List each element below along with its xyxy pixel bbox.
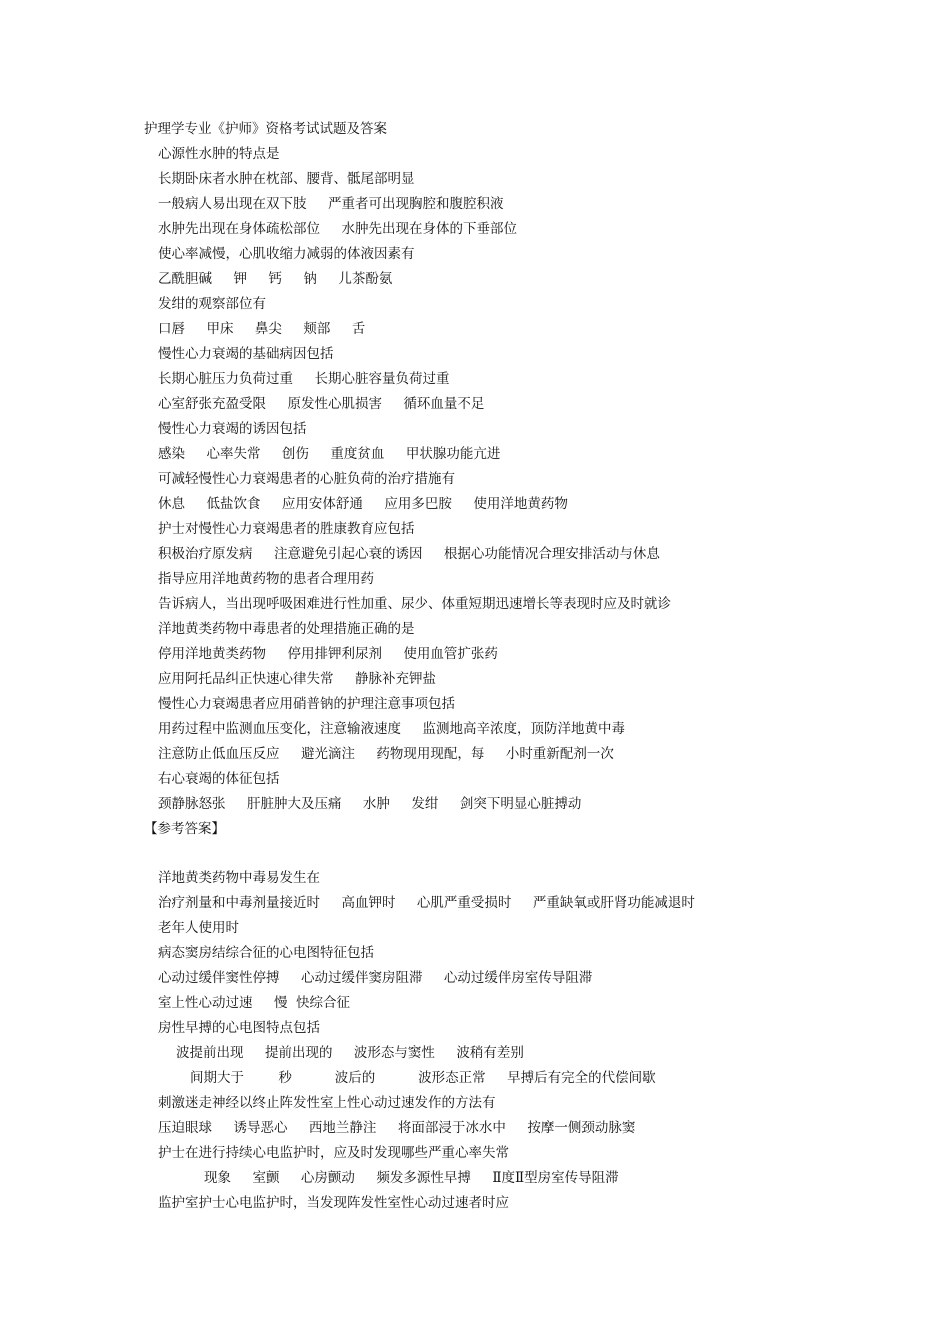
question-line: 右心衰竭的体征包括	[158, 771, 280, 787]
option-line: 应用阿托品纠正快速心律失常 静脉补充钾盐	[158, 671, 436, 687]
option-line: 感染 心率失常 创伤 重度贫血 甲状腺功能亢进	[158, 446, 501, 462]
question-line: 可减轻慢性心力衰竭患者的心脏负荷的治疗措施有	[158, 471, 455, 487]
option-line: 间期大于 秒 波后的 波形态正常 早搏后有完全的代偿间歇	[190, 1070, 656, 1086]
option-line: 心室舒张充盈受限 原发性心肌损害 循环血量不足	[158, 396, 485, 412]
option-line: 长期心脏压力负荷过重 长期心脏容量负荷过重	[158, 371, 450, 387]
question-line: 慢性心力衰竭的基础病因包括	[158, 346, 334, 362]
question-line: 洋地黄类药物中毒易发生在	[158, 870, 320, 886]
document-title: 护理学专业《护师》资格考试试题及答案	[144, 121, 387, 137]
option-line: 口唇 甲床 鼻尖 颊部 舌	[158, 321, 366, 337]
option-line: 休息 低盐饮食 应用安体舒通 应用多巴胺 使用洋地黄药物	[158, 496, 568, 512]
option-line: 积极治疗原发病 注意避免引起心衰的诱因 根据心功能情况合理安排活动与休息	[158, 546, 660, 562]
option-line: 水肿先出现在身体疏松部位 水肿先出现在身体的下垂部位	[158, 221, 517, 237]
option-line: 长期卧床者水肿在枕部、腰背、骶尾部明显	[158, 171, 415, 187]
question-line: 护士对慢性心力衰竭患者的胜康教育应包括	[158, 521, 415, 537]
option-line: 现象 室颤 心房颤动 频发多源性早搏 Ⅱ度Ⅱ型房室传导阻滞	[204, 1170, 619, 1186]
question-line: 慢性心力衰竭的诱因包括	[158, 421, 307, 437]
question-line: 刺激迷走神经以终止阵发性室上性心动过速发作的方法有	[158, 1095, 496, 1111]
option-line: 波提前出现 提前出现的 波形态与窦性 波稍有差别	[176, 1045, 524, 1061]
option-line: 治疗剂量和中毒剂量接近时 高血钾时 心肌严重受损时 严重缺氧或肝肾功能减退时	[158, 895, 695, 911]
option-line: 乙酰胆碱 钾 钙 钠 儿茶酚氨	[158, 271, 393, 287]
option-line: 颈静脉怒张 肝脏肿大及压痛 水肿 发绀 剑突下明显心脏搏动	[158, 796, 582, 812]
option-line: 停用洋地黄类药物 停用排钾利尿剂 使用血管扩张药	[158, 646, 498, 662]
question-line: 护士在进行持续心电监护时，应及时发现哪些严重心率失常	[158, 1145, 509, 1161]
option-line: 老年人使用时	[158, 920, 239, 936]
option-line: 用药过程中监测血压变化，注意输液速度 监测地高辛浓度，顶防洋地黄中毒	[158, 721, 625, 737]
question-line: 慢性心力衰竭患者应用硝普钠的护理注意事项包括	[158, 696, 455, 712]
option-line: 室上性心动过速 慢 快综合征	[158, 995, 351, 1011]
question-line: 病态窦房结综合征的心电图特征包括	[158, 945, 374, 961]
option-line: 注意防止低血压反应 避光滴注 药物现用现配，每 小时重新配剂一次	[158, 746, 614, 762]
option-line: 心动过缓伴窦性停搏 心动过缓伴窦房阻滞 心动过缓伴房室传导阻滞	[158, 970, 593, 986]
option-line: 压迫眼球 诱导恶心 西地兰静注 将面部浸于冰水中 按摩一侧颈动脉窦	[158, 1120, 636, 1136]
question-line: 心源性水肿的特点是	[158, 146, 280, 162]
question-line: 发绀的观察部位有	[158, 296, 266, 312]
question-line: 监护室护士心电监护时，当发现阵发性室性心动过速者时应	[158, 1195, 509, 1211]
option-line: 告诉病人，当出现呼吸困难进行性加重、尿少、体重短期迅速增长等表现时应及时就诊	[158, 596, 671, 612]
option-line: 指导应用洋地黄药物的患者合理用药	[158, 571, 374, 587]
option-line: 一般病人易出现在双下肢 严重者可出现胸腔和腹腔积液	[158, 196, 504, 212]
answer-heading: 【参考答案】	[144, 821, 225, 837]
question-line: 洋地黄类药物中毒患者的处理措施正确的是	[158, 621, 415, 637]
question-line: 房性早搏的心电图特点包括	[158, 1020, 320, 1036]
question-line: 使心率减慢，心肌收缩力减弱的体液因素有	[158, 246, 415, 262]
